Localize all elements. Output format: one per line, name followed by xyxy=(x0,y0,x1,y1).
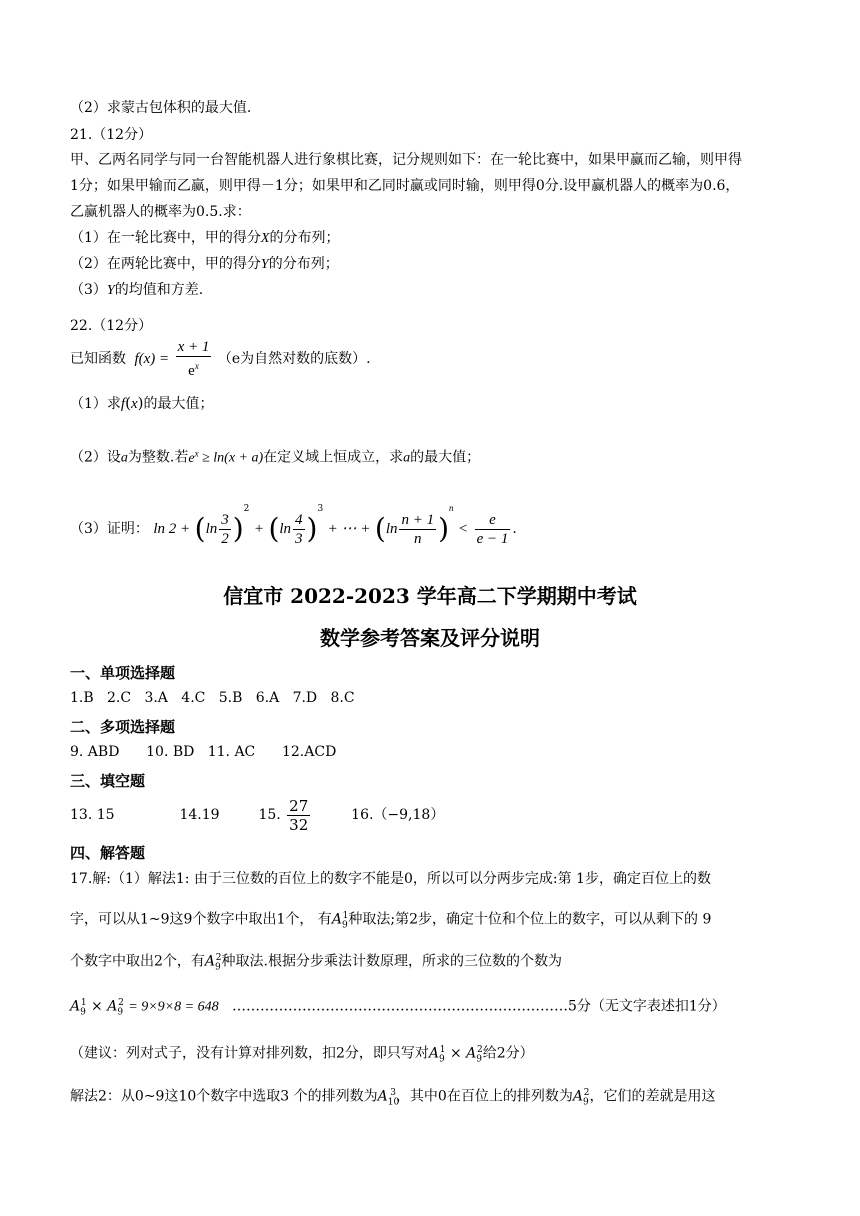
multi-choice-answers: 9. ABD 10. BD 11. AC 12.ACD xyxy=(70,744,337,760)
single-choice-answers: 1.B 2.C 3.A 4.C 5.B 6.A 7.D 8.C xyxy=(70,690,355,706)
solution-line4: $A_9^1 \times A_9^2 = 9\times 9\times 8 = 648$ ………………………………………………………………5分（无文字表述扣1分） xyxy=(70,998,726,1018)
q21-line3: 乙赢机器人的概率为0.5.求： xyxy=(70,204,251,220)
section-multi-choice: 二、多项选择题 xyxy=(70,718,176,736)
q22-part1: （1）求f(x)的最大值； xyxy=(70,394,214,412)
q21-part3: （3）Y的均值和方差. xyxy=(70,282,204,298)
q22-part2: （2）设a为整数.若$e^x \ge \ln(x + a)$在定义域上恒成立，求a的最大值； xyxy=(70,448,481,466)
q21-line1: 甲、乙两名同学与同一台智能机器人进行象棋比赛，记分规则如下：在一轮比赛中，如果甲赢而乙输，则甲得 xyxy=(70,152,742,168)
solution-line5: （建议：列对式子，没有计算对排列数，扣2分，即只写对$A_9^1 \times A_9^2$给2分） xyxy=(70,1045,534,1065)
q22-intro: 已知函数 f(x) = $\frac{x + 1}{e^x}$ （e为自然对数的底数）. xyxy=(70,339,371,379)
function-lhs: f(x) = xyxy=(134,351,170,367)
function-fraction: $\frac{x + 1}{e^x}$ xyxy=(177,339,210,379)
solution-line2: 字，可以从1~9这9个数字中取出1个， 有$A_9^1$种取法;第2步，确定十位和个位上的数字，可以从剩下的 9 xyxy=(70,911,712,931)
page-title: 信宜市 2022-2023 学年高二下学期期中考试 xyxy=(223,584,637,608)
q22-part3: （3）证明： ln 2 + (ln $\frac{3}{2}$ )$^2$ + (ln $\frac{4}{3}$ )$^3$ + ⋯ + (ln $\frac{n + 1}{n}$ )$^n$ < $\frac{e}{e - 1}$ . xyxy=(70,503,517,547)
solution-line6: 解法2：从0~9这10个数字中选取3 个的排列数为$A_{10}^3$，其中0在百位上的排列数为$A_9^2$，它们的差就是用这 xyxy=(70,1088,716,1108)
solution-line3: 个数字中取出2个，有$A_9^2$种取法.根据分步乘法计数原理，所求的三位数的个数为 xyxy=(70,953,562,973)
q22-header: 22.（12分） xyxy=(70,318,153,334)
q21-line2: 1分；如果甲输而乙赢，则甲得－1分；如果甲和乙同时赢或同时输，则甲得0分.设甲赢机器人的概率为0.6， xyxy=(70,178,740,194)
section-single-choice: 一、单项选择题 xyxy=(70,664,176,682)
q21-header: 21.（12分） xyxy=(70,127,153,143)
q21-part2: （2）在两轮比赛中，甲的得分Y的分布列； xyxy=(70,256,339,272)
fill-blank-answers: 13. 15 14.19 15. $\frac{27}{32}$ 16.（−9,18） xyxy=(70,796,445,834)
section-solutions: 四、解答题 xyxy=(70,844,146,862)
q20-part2: （2）求蒙古包体积的最大值. xyxy=(70,100,252,116)
solution-line1: 17.解:（1）解法1: 由于三位数的百位上的数字不能是0，所以可以分两步完成:第 1步，确定百位上的数 xyxy=(70,871,711,887)
q21-part1: （1）在一轮比赛中，甲的得分X的分布列； xyxy=(70,230,340,246)
page-subtitle: 数学参考答案及评分说明 xyxy=(320,626,540,650)
section-fill-blank: 三、填空题 xyxy=(70,772,146,790)
